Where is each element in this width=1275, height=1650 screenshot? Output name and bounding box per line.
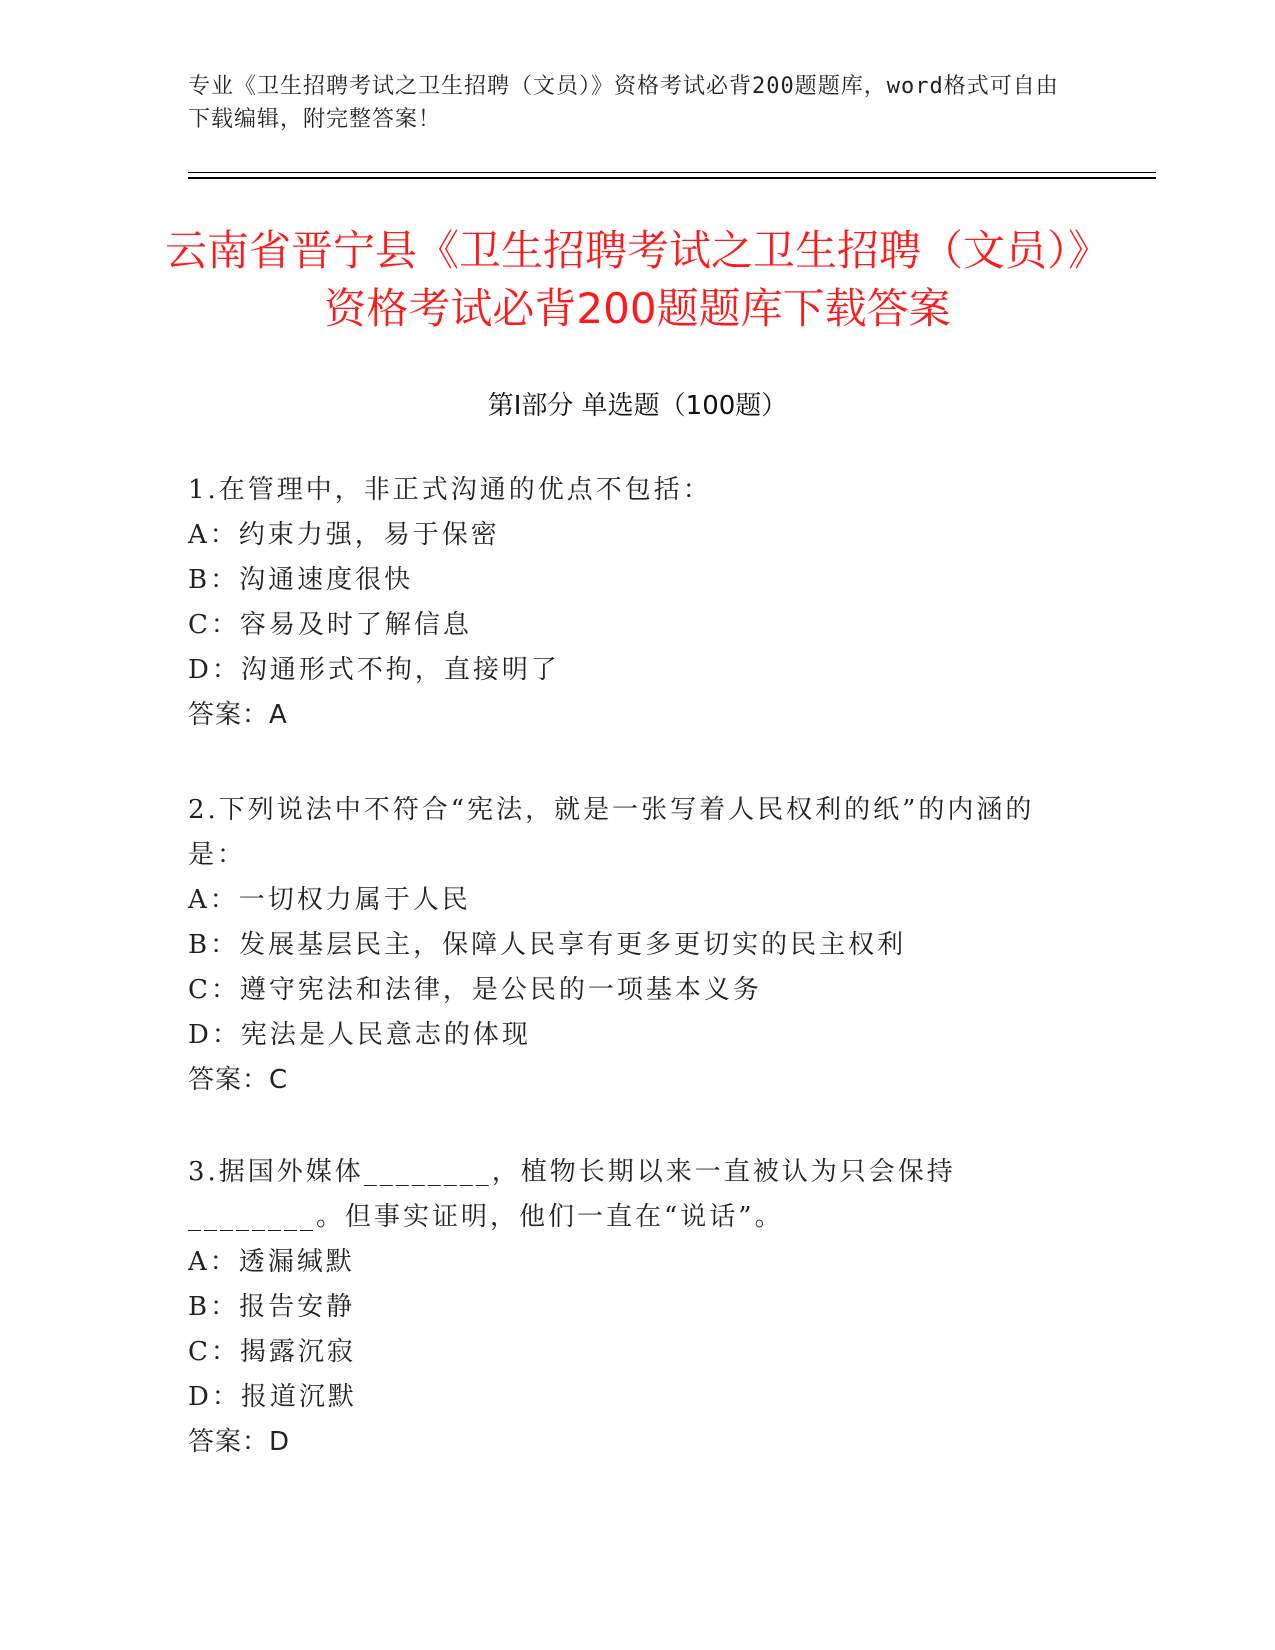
option-c: C：揭露沉寂 [188,1337,356,1367]
question-1 [188,468,1068,738]
question-stem: 1.在管理中，非正式沟通的优点不包括： [188,475,712,505]
option-c: C：容易及时了解信息 [188,610,472,640]
answer: 答案：A [188,700,288,730]
option-c: C：遵守宪法和法律，是公民的一项基本义务 [188,975,762,1005]
option-a: A：一切权力属于人民 [188,885,471,915]
document-title: 云南省晋宁县《卫生招聘考试之卫生招聘（文员）》资格考试必背200题题库下载答案 [164,226,1110,333]
option-a: A：约束力强，易于保密 [188,520,500,550]
option-d: D：宪法是人民意志的体现 [188,1020,531,1050]
option-d: D：报道沉默 [188,1382,357,1412]
question-stem: 2.下列说法中不符合“宪法，就是一张写着人民权利的纸”的内涵的是： [188,795,1035,870]
option-b: B：报告安静 [188,1292,356,1322]
question-3 [188,1150,1068,1465]
section-heading: 第Ⅰ部分 单选题（100题） [487,391,788,421]
question-stem: 3.据国外媒体________，植物长期以来一直被认为只会保持________。但事实证明，他们一直在“说话”。 [188,1157,956,1232]
answer: 答案：C [188,1065,289,1095]
header-rule-thin [188,172,1156,173]
header-rule-thick [188,177,1156,179]
option-d: D：沟通形式不拘，直接明了 [188,655,560,685]
answer: 答案：D [188,1427,291,1457]
option-b: B：沟通速度很快 [188,565,414,595]
question-2 [188,788,1068,1103]
option-a: A：透漏缄默 [188,1247,355,1277]
header-note: 专业《卫生招聘考试之卫生招聘（文员）》资格考试必背200题题库，word格式可自由下载编辑，附完整答案！ [188,74,1059,132]
option-b: B：发展基层民主，保障人民享有更多更切实的民主权利 [188,930,907,960]
